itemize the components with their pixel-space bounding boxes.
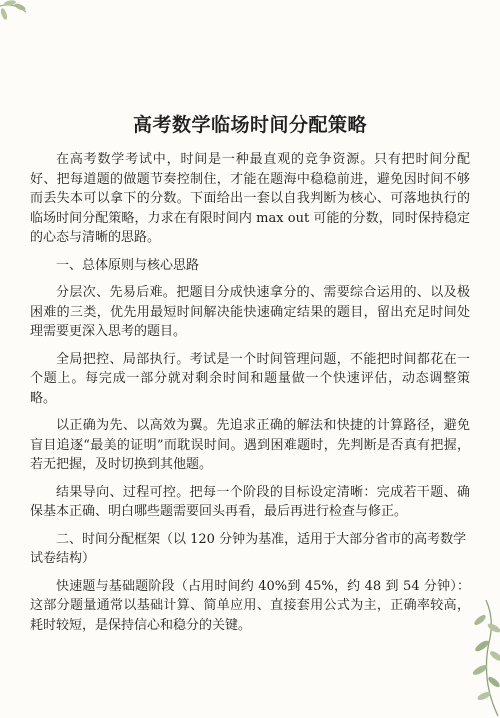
section-2-paragraph: 快速题与基础题阶段（占用时间约 40%到 45%，约 48 到 54 分钟）：这部分题量通常以基础计算、简单应用、直接套用公式为主，正确率较高，耗时较短，是保持信心和稳分的关键。 [30,578,470,633]
section-2-heading: 二、时间分配框架（以 120 分钟为基准，适用于大部分省市的高考数学试卷结构） [30,531,467,566]
section-1-paragraph: 以正确为先、以高效为翼。先追求正确的解法和快捷的计算路径，避免盲目追逐“最美的证明”而耽误时间。遇到困难题时，先判断是否真有把握，若无把握，及时切换到其他题。 [30,418,470,472]
leaf-decoration-icon [0,0,60,60]
section-1-heading: 一、总体原则与核心思路 [56,257,200,273]
document-body [30,112,470,643]
intro-paragraph: 在高考数学考试中，时间是一种最直观的竞争资源。只有把时间分配好、把每道题的做题节奏控制住，才能在题海中稳稳前进，避免因时间不够而丢失本可以拿下的分数。下面给出一套以自我判断为核心、可落地执行的临场时间分配策略，力求在有限时间内 max out 可能的分数，同时保持稳定的心态与清晰的思路。 [30,152,470,245]
section-1-paragraph: 结果导向、过程可控。把每一个阶段的目标设定清晰：完成若干题、确保基本正确、明白哪些题需要回头再看，最后再进行检查与修正。 [30,484,470,519]
leaf-branch-icon [430,598,500,718]
section-1-paragraph: 全局把控、局部执行。考试是一个时间管理问题，不能把时间都花在一个题上。每完成一部分就对剩余时间和题量做一个快速评估，动态调整策略。 [30,351,470,406]
section-1-paragraph: 分层次、先易后难。把题目分成快速拿分的、需要综合运用的、以及极困难的三类，优先用最短时间解决能快速确定结果的题目，留出充足时间处理需要更深入思考的题目。 [30,285,470,339]
page-title: 高考数学临场时间分配策略 [132,114,367,136]
